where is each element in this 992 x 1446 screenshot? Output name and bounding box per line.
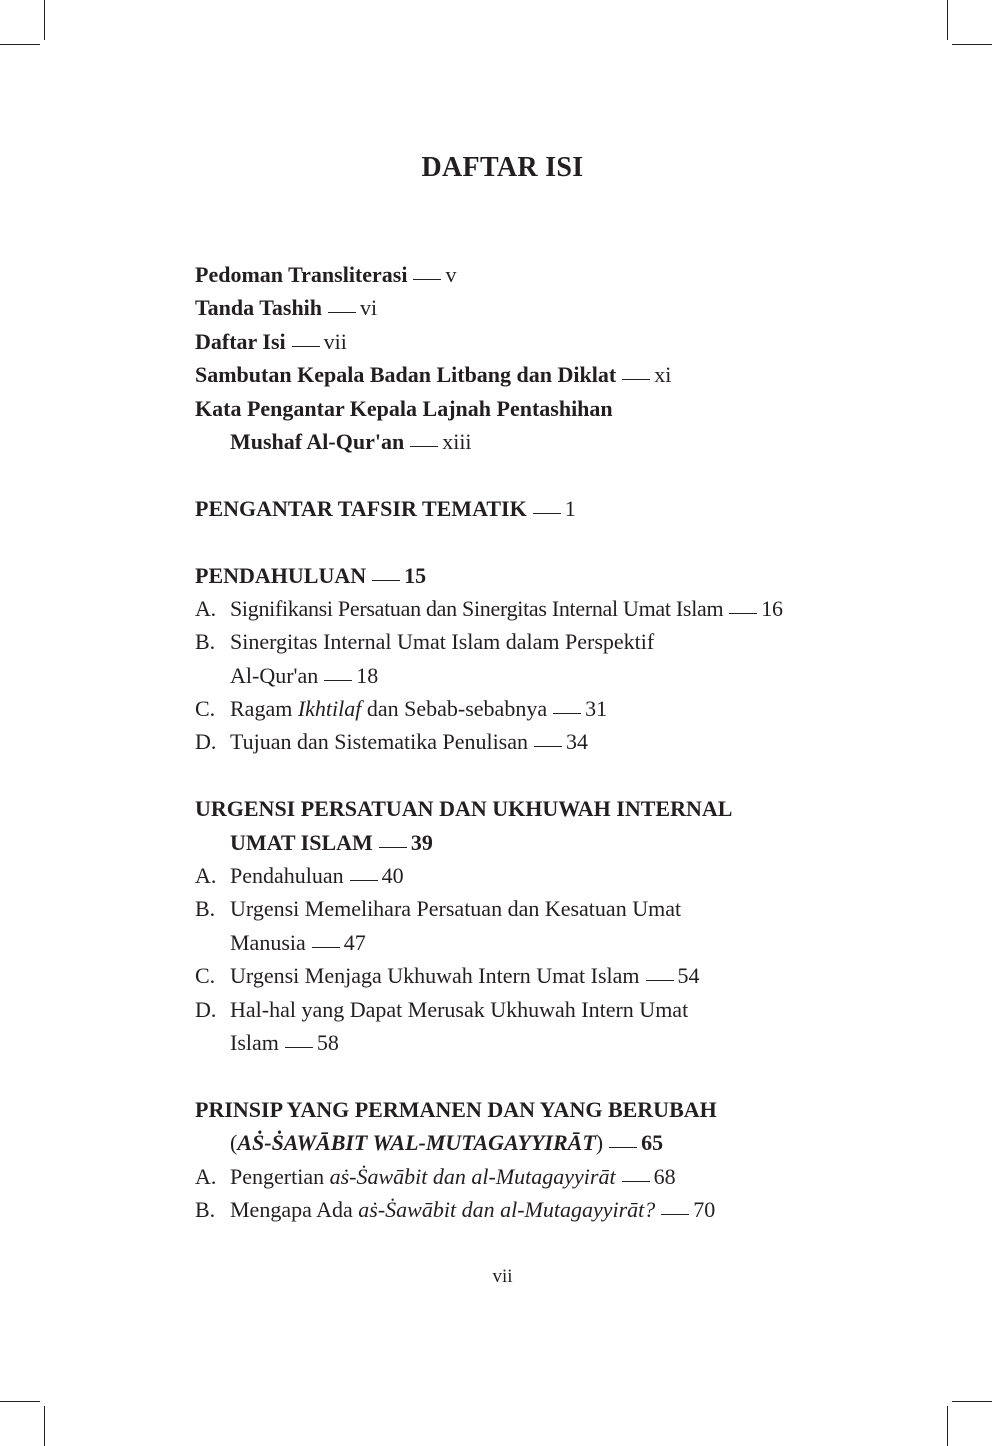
crop-mark xyxy=(947,0,948,40)
toc-chapter-continuation[interactable]: UMAT ISLAM 39 xyxy=(230,829,433,855)
toc-subentry[interactable]: B. Urgensi Memelihara Persatuan dan Kesatuan Umat xyxy=(195,896,682,922)
toc-subentry[interactable]: D. Hal-hal yang Dapat Merusak Ukhuwah Intern Umat xyxy=(195,996,689,1022)
toc-subentry[interactable]: D. Tujuan dan Sistematika Penulisan 34 xyxy=(195,729,589,755)
toc-subentry[interactable]: C. Ragam Ikhtilaf dan Sebab-sebabnya 31 xyxy=(195,696,608,722)
toc-subentry-continuation[interactable]: Islam 58 xyxy=(230,1029,339,1055)
toc-entry-continuation[interactable]: Mushaf Al-Qur'an xiii xyxy=(230,428,472,454)
toc-chapter-continuation[interactable]: (AṠ-ṠAWĀBIT WAL-MUTAGAYYIRĀT) 65 xyxy=(230,1130,664,1156)
crop-mark xyxy=(0,44,40,45)
crop-mark xyxy=(952,1401,992,1402)
crop-mark xyxy=(44,0,45,40)
toc-chapter[interactable]: PENDAHULUAN 15 xyxy=(195,562,427,588)
toc-subentry[interactable]: B. Sinergitas Internal Umat Islam dalam Perspektif xyxy=(195,629,655,655)
crop-mark xyxy=(952,44,992,45)
toc-entry[interactable]: Kata Pengantar Kepala Lajnah Pentashihan xyxy=(195,395,613,421)
toc-entry[interactable]: Sambutan Kepala Badan Litbang dan Diklat xi xyxy=(195,362,672,388)
toc-subentry[interactable]: A. Signifikansi Persatuan dan Sinergitas Internal Umat Islam 16 xyxy=(195,595,783,621)
toc-chapter[interactable]: URGENSI PERSATUAN DAN UKHUWAH INTERNAL xyxy=(195,796,733,822)
crop-mark xyxy=(947,1406,948,1446)
toc-subentry[interactable]: A. Pendahuluan 40 xyxy=(195,863,404,889)
toc-subentry[interactable]: A. Pengertian aṡ-Ṡawābit dan al-Mutagayyirāt 68 xyxy=(195,1163,676,1189)
toc-chapter[interactable]: PRINSIP YANG PERMANEN DAN YANG BERUBAH xyxy=(195,1096,717,1122)
toc-entry[interactable]: Pedoman Transliterasi v xyxy=(195,262,457,287)
table-of-contents xyxy=(195,258,875,1226)
toc-chapter[interactable]: PENGANTAR TAFSIR TEMATIK 1 xyxy=(195,495,576,521)
page-number: vii xyxy=(492,1266,513,1287)
crop-mark xyxy=(44,1406,45,1446)
toc-subentry-continuation[interactable]: Manusia 47 xyxy=(230,929,366,955)
crop-mark xyxy=(0,1401,40,1402)
toc-entry[interactable]: Tanda Tashih vi xyxy=(195,295,378,321)
toc-subentry-continuation[interactable]: Al-Qur'an 18 xyxy=(230,662,379,688)
toc-entry[interactable]: Daftar Isi vii xyxy=(195,328,347,354)
toc-subentry[interactable]: C. Urgensi Menjaga Ukhuwah Intern Umat Islam 54 xyxy=(195,963,700,989)
toc-subentry[interactable]: B. Mengapa Ada aṡ-Ṡawābit dan al-Mutagayyirāt? 70 xyxy=(195,1196,716,1222)
page-title: DAFTAR ISI xyxy=(421,152,584,183)
